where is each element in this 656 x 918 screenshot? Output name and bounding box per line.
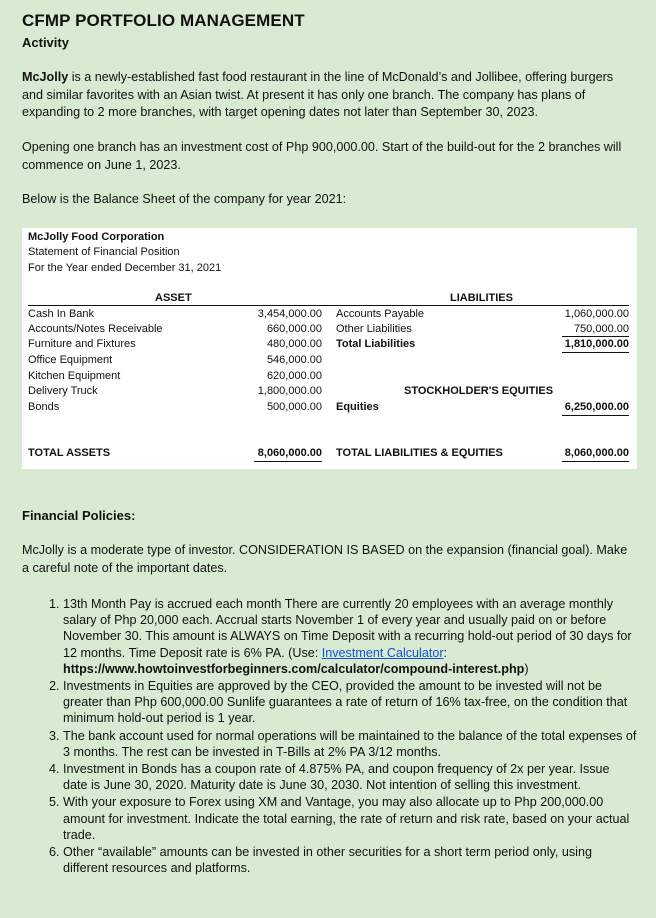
total-le-label: TOTAL LIABILITIES & EQUITIES <box>336 447 503 459</box>
asset-value: 1,800,000.00 <box>257 385 322 397</box>
subtotal-underline <box>562 336 629 337</box>
list-item: 3. The bank account used for normal operations will be maintained to the balance of the total expenses of 3 months. The rest can be invested in T-Bills at 2% PA 3/12 months. <box>63 728 637 760</box>
company-name: McJolly <box>22 70 69 84</box>
list-item <box>63 596 637 677</box>
total-underline <box>562 352 629 353</box>
policy-text: 13th Month Pay is accrued each month There are currently 20 employees with an average monthly salary of Php 20,000 each. Accrual starts November 1 of every year and usually paid on or before November 30. This amount is ALWAYS on Time Deposit with a recurring hold-out period of 30 days for 12 months. Time Deposit rate is 6% PA. (Use: <box>63 597 632 660</box>
asset-value: 546,000.00 <box>266 354 322 366</box>
header-divider <box>28 305 629 306</box>
document-title: CFMP PORTFOLIO MANAGEMENT <box>22 11 305 30</box>
bs-statement: Statement of Financial Position <box>28 246 180 258</box>
policy-colon: : <box>443 645 448 660</box>
asset-label: Accounts/Notes Receivable <box>28 323 163 335</box>
intro-text: is a newly-established fast food restaurant in the line of McDonald’s and Jollibee, offering burgers and similar favorites with an Asian twist. At present it has only one branch. The company has plans of expanding to 2 more branches, with target opening dates not later than September 30, 2023. <box>22 70 614 119</box>
list-item: 5. With your exposure to Forex using XM and Vantage, you may also allocate up to Php 200,000.00 amount for investment. Indicate the total earning, the rate of return and risk rate, based on your actual trade. <box>63 794 637 843</box>
liability-label: Other Liabilities <box>336 323 412 335</box>
asset-value: 500,000.00 <box>266 401 322 413</box>
bs-period: For the Year ended December 31, 2021 <box>28 262 222 274</box>
total-liabilities-label: Total Liabilities <box>336 338 416 350</box>
calculator-url: https://www.howtoinvestforbeginners.com/calculator/compound-interest.php <box>63 661 525 676</box>
policies-list <box>22 596 637 876</box>
liabilities-header: LIABILITIES <box>450 292 513 304</box>
total-le-value: 8,060,000.00 <box>564 447 629 459</box>
policies-intro: McJolly is a moderate type of investor. CONSIDERATION IS BASED on the expansion (financial goal). Make a careful note of the important dates. <box>22 543 628 575</box>
total-assets-value: 8,060,000.00 <box>257 447 322 459</box>
total-le-underline <box>562 461 629 462</box>
policy-close: ) <box>524 661 529 676</box>
asset-header: ASSET <box>155 292 192 304</box>
asset-value: 480,000.00 <box>266 338 322 350</box>
liability-value: 1,060,000.00 <box>564 308 629 320</box>
equities-label: Equities <box>336 401 379 413</box>
equities-value: 6,250,000.00 <box>564 401 629 413</box>
total-liabilities-value: 1,810,000.00 <box>564 338 629 350</box>
asset-value: 3,454,000.00 <box>257 308 322 320</box>
list-item: 6. Other “available” amounts can be invested in other securities for a short term period only, using different resources and platforms. <box>63 844 637 876</box>
equities-header: STOCKHOLDER'S EQUITIES <box>404 385 554 397</box>
balance-sheet <box>22 228 637 469</box>
bs-company: McJolly Food Corporation <box>28 231 165 243</box>
asset-value: 620,000.00 <box>266 370 322 382</box>
asset-label: Kitchen Equipment <box>28 370 121 382</box>
balance-sheet-intro: Below is the Balance Sheet of the company for year 2021: <box>22 192 347 206</box>
investment-calculator-link[interactable]: Investment Calculator <box>321 645 444 660</box>
equities-underline <box>562 415 629 416</box>
liability-value: 750,000.00 <box>573 323 629 335</box>
asset-label: Bonds <box>28 401 60 413</box>
intro-paragraph <box>22 69 637 122</box>
liability-label: Accounts Payable <box>336 308 425 320</box>
list-item: 2. Investments in Equities are approved by the CEO, provided the amount to be invested will not be greater than Php 600,000.00 Sunlife guarantees a rate of return of 16% tax-free, on the condition that minimum hold-out period is 1 year. <box>63 678 637 727</box>
asset-label: Furniture and Fixtures <box>28 338 136 350</box>
investment-paragraph: Opening one branch has an investment cost of Php 900,000.00. Start of the build-out for the 2 branches will commence on June 1, 2023. <box>22 140 622 172</box>
total-assets-underline <box>254 461 322 462</box>
policies-title: Financial Policies: <box>22 508 136 523</box>
asset-label: Delivery Truck <box>28 385 98 397</box>
asset-label: Office Equipment <box>28 354 113 366</box>
document-subtitle: Activity <box>22 35 69 50</box>
list-item: 4. Investment in Bonds has a coupon rate of 4.875% PA, and coupon frequency of 2x per year. Issue date is June 30, 2020. Maturity date is June 30, 2030. Not intention of selling this investment. <box>63 761 637 793</box>
asset-label: Cash In Bank <box>28 308 95 320</box>
asset-value: 660,000.00 <box>266 323 322 335</box>
total-assets-label: TOTAL ASSETS <box>28 447 111 459</box>
